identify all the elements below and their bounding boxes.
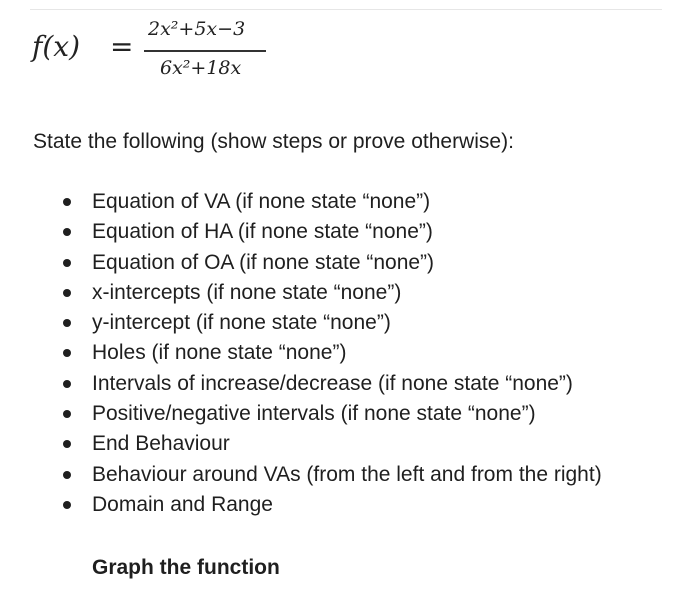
bullet-icon	[63, 198, 71, 206]
bullet-icon	[63, 380, 71, 388]
top-divider	[30, 9, 662, 10]
list-item	[63, 369, 602, 399]
list-item-label: End Behaviour	[92, 432, 230, 456]
list-item	[63, 338, 602, 368]
bullet-icon	[63, 349, 71, 357]
bullet-icon	[63, 319, 71, 327]
list-item	[63, 217, 602, 247]
equals-sign: =	[110, 30, 134, 63]
list-item-label: Intervals of increase/decrease (if none state “none”)	[92, 371, 573, 395]
instruction-text: State the following (show steps or prove otherwise):	[33, 130, 514, 153]
bullet-icon	[63, 228, 71, 236]
requirements-list	[63, 187, 602, 520]
list-item-label: x-intercepts (if none state “none”)	[92, 280, 402, 304]
list-item-label: Holes (if none state “none”)	[92, 341, 347, 365]
bullet-icon	[63, 501, 71, 509]
formula-numerator: 2x²+5x−3	[148, 18, 246, 40]
bullet-icon	[63, 259, 71, 267]
list-item	[63, 460, 602, 490]
graph-heading: Graph the function	[92, 556, 280, 579]
list-item-label: Equation of HA (if none state “none”)	[92, 220, 433, 244]
list-item-label: Equation of OA (if none state “none”)	[92, 250, 435, 274]
list-item	[63, 278, 602, 308]
list-item-label: Equation of VA (if none state “none”)	[92, 190, 431, 213]
list-item	[63, 308, 602, 338]
list-item	[63, 187, 602, 217]
list-item	[63, 429, 602, 459]
bullet-icon	[63, 410, 71, 418]
bullet-icon	[63, 471, 71, 479]
list-item-label: Behaviour around VAs (from the left and from the right)	[92, 462, 602, 486]
list-item	[63, 248, 602, 278]
list-item	[63, 490, 602, 520]
list-item-label: Domain and Range	[92, 492, 273, 516]
bullet-icon	[63, 289, 71, 297]
function-name: f(x)	[32, 30, 81, 63]
list-item-label: y-intercept (if none state “none”)	[92, 311, 391, 335]
list-item-label: Positive/negative intervals (if none state “none”)	[92, 402, 536, 426]
list-item	[63, 399, 602, 429]
bullet-icon	[63, 440, 71, 448]
formula-denominator: 6x²+18x	[160, 57, 242, 79]
fraction-bar	[144, 50, 266, 52]
